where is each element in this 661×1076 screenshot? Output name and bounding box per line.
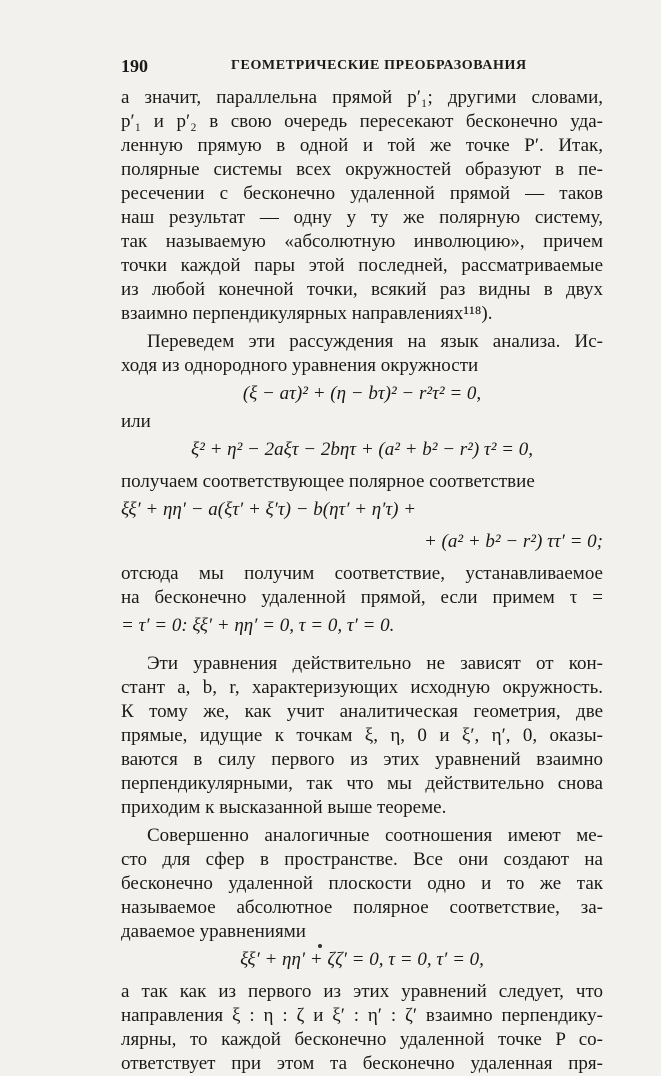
text-line: наш результат — одну у ту же полярную систему, [121,207,603,228]
page-number: 190 [121,56,148,76]
text-line: так называемую «абсолютную инволюцию», причем [121,231,603,252]
text-line: ваются в силу первого из этих уравнений взаимно [121,749,603,770]
running-title: ГЕОМЕТРИЧЕСКИЕ ПРЕОБРАЗОВАНИЯ [231,58,527,73]
ink-speck [318,944,322,948]
text-line: получаем соответствующее полярное соответствие [121,471,535,492]
text-line: полярные системы всех окружностей образуют в пе- [121,159,603,180]
text-line: направления ξ : η : ζ и ξ′ : η′ : ζ′ взаимно перпендику- [121,1005,603,1026]
text-line: приходим к высказанной выше теореме. [121,797,447,818]
text-line: даваемое уравнениями [121,921,306,942]
text-line: называемое абсолютное полярное соответствие, за- [121,897,603,918]
paragraph-3 [121,562,603,610]
text-line: точки каждой пары этой последней, рассматриваемые [121,255,603,276]
equation-polar-part1: ξξ′ + ηη′ − a(ξτ′ + ξ′τ) − b(ητ′ + η′τ) + [121,499,417,520]
paragraph-6 [121,980,603,1076]
text-line: бесконечно удаленной плоскости одно и то же так [121,873,603,894]
equation-polar-part2: + (a² + b² − r²) ττ′ = 0; [423,531,603,552]
equation-circle: (ξ − aτ)² + (η − bτ)² − r²τ² = 0, [242,383,482,404]
text-line-or: или [121,411,151,432]
text-line: взаимно перпендикулярных направлениях¹¹⁸). [121,303,493,324]
running-head [121,56,603,78]
text-line: из любой конечной точки, всякий раз видны в двух [121,279,603,300]
equation-expanded: ξ² + η² − 2aξτ − 2bητ + (a² + b² − r²) τ² = 0, [191,439,533,460]
text-line: прямые, идущие к точкам ξ, η, 0 и ξ′, η′, 0, оказы- [121,725,603,746]
text-line: Переведем эти рассуждения на язык анализа. Ис- [147,331,603,352]
paragraph-5 [121,824,603,944]
text-line: сто для сфер в пространстве. Все они создают на [121,849,603,870]
text-line: стант a, b, r, характеризующих исходную окружность. [121,677,603,698]
text-line: отсюда мы получим соответствие, устанавливаемое [121,563,603,584]
text-line: К тому же, как учит аналитическая геометрия, две [121,701,603,722]
text-line: а значит, параллельна прямой p′₁; другими словами, [121,87,603,108]
text-line: Совершенно аналогичные соотношения имеют ме- [147,825,603,846]
text-line: лярны, то каждой бесконечно удаленной точке P со- [121,1029,603,1050]
text-line: ответствует при этом та бесконечно удаленная пря- [121,1053,603,1074]
body-text [121,86,603,1076]
text-line: а так как из первого из этих уравнений следует, что [121,981,603,1002]
text-line: на бесконечно удаленной прямой, если примем τ = [121,587,603,608]
text-line: ленную прямую в одной и той же точке P′. Итак, [121,135,603,156]
equation-absolute: = τ′ = 0: ξξ′ + ηη′ = 0, τ = 0, τ′ = 0. [121,615,395,636]
text-line: ресечении с бесконечно удаленной прямой — таков [121,183,603,204]
text-line: перпендикулярными, так что мы действительно снова [121,773,603,794]
text-line: Эти уравнения действительно не зависят от кон- [147,653,603,674]
text-line: ходя из однородного уравнения окружности [121,355,479,376]
text-line: p′₁ и p′₂ в свою очередь пересекают бесконечно уда- [121,111,603,132]
paragraph-2 [121,330,603,378]
paragraph-1 [121,86,603,326]
equation-sphere: ξξ′ + ηη′ + ζζ′ = 0, τ = 0, τ′ = 0, [240,949,484,970]
paragraph-4 [121,652,603,820]
